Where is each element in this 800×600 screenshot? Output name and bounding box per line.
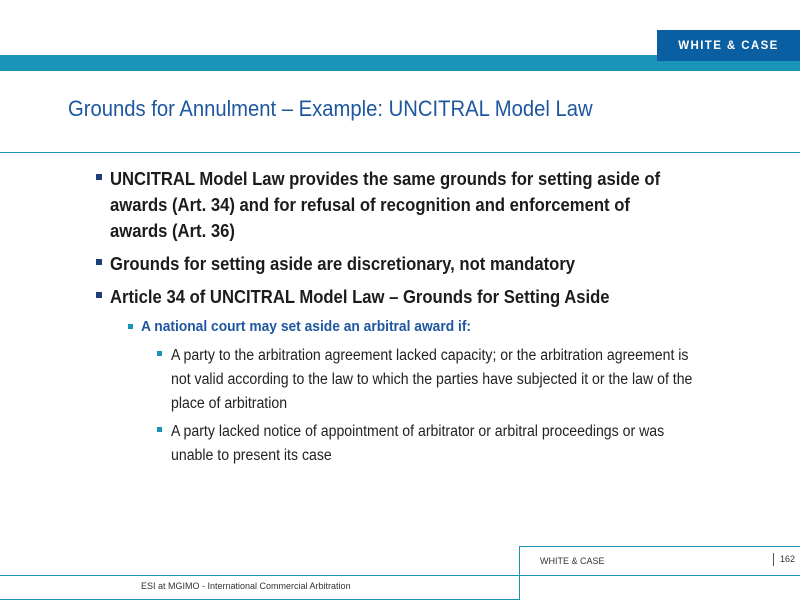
sub-sub-bullet-text: A party lacked notice of appointment of arbitrator or arbitral proceedings or was unable to present its case [171,423,665,464]
bullet-item [96,166,736,244]
bullet-text: Grounds for setting aside are discretionary, not mandatory [110,253,576,274]
sub-sub-bullet-item [157,344,747,416]
sub-bullet-text: A national court may set aside an arbitral award if: [141,318,472,335]
square-bullet-icon [128,324,133,329]
bullet-item [96,251,736,277]
page-number: 162 [780,554,796,564]
square-bullet-icon [157,351,162,356]
white-case-logo: WHITE & CASE [657,30,800,61]
bullet-item [96,284,736,310]
bullet-text: UNCITRAL Model Law provides the same grounds for setting aside of awards (Art. 34) and for refusal of recognition and enforcement of awards (Art. 36) [110,168,661,241]
slide-title: Grounds for Annulment – Example: UNCITRAL Model Law [68,96,593,121]
sub-bullet-item [128,318,748,336]
footer-divider [773,553,774,566]
square-bullet-icon [157,427,162,432]
footer-brand: WHITE & CASE [540,556,605,566]
sub-sub-bullet-item [157,420,747,468]
square-bullet-icon [96,259,102,265]
footer-course-label: ESI at MGIMO - International Commercial Arbitration [141,581,351,591]
title-divider [0,152,800,153]
square-bullet-icon [96,174,102,180]
bullet-text: Article 34 of UNCITRAL Model Law – Grounds for Setting Aside [110,286,610,307]
square-bullet-icon [96,292,102,298]
sub-sub-bullet-text: A party to the arbitration agreement lacked capacity; or the arbitration agreement is not valid according to the law to which the parties have subjected it or the law of the place of arbitration [171,347,693,412]
